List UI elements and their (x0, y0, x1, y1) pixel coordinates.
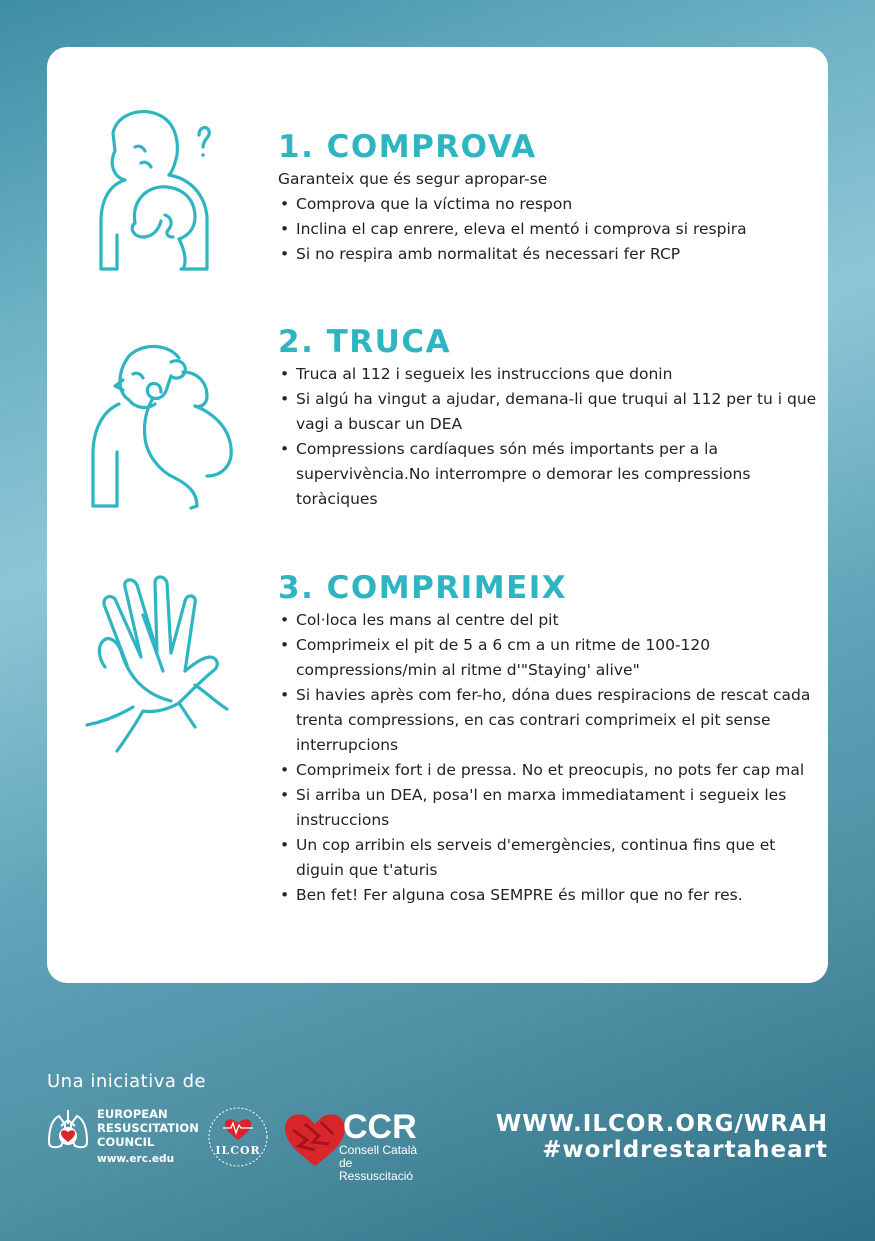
section-comprova (278, 129, 818, 267)
list-item: • Compressions cardíaques són més importants per a la supervivència.No interrompre o demorar les compressions toràciques (278, 437, 818, 512)
ilcor-logo[interactable] (205, 1106, 271, 1168)
section-comprimeix (278, 570, 818, 908)
ccr-logo[interactable] (285, 1108, 425, 1183)
erc-line: EUROPEAN (97, 1107, 168, 1121)
list-item: • Ben fet! Fer alguna cosa SEMPRE és millor que no fer res. (278, 883, 818, 908)
ccr-name (339, 1144, 425, 1183)
section-title: 2. TRUCA (278, 324, 452, 360)
partner-logos (47, 1104, 447, 1183)
erc-line: RESUSCITATION (97, 1121, 199, 1135)
initiative-label: Una iniciativa de (47, 1071, 207, 1092)
list-item: • Si no respira amb normalitat és necessari fer RCP (278, 242, 818, 267)
section-title: 3. COMPRIMEIX (278, 570, 568, 606)
bullet-list (278, 362, 818, 512)
list-item: • Comprimeix el pit de 5 a 6 cm a un ritme de 100-120 compressions/min al ritme d'"Staying' alive" (278, 633, 818, 683)
list-item: • Truca al 112 i segueix les instruccions que donin (278, 362, 818, 387)
erc-logo[interactable] (47, 1104, 197, 1170)
ccr-acronym: CCR (343, 1108, 417, 1146)
bullet-list (278, 608, 818, 908)
phone-call-icon (87, 342, 237, 512)
bullet-list (278, 192, 818, 267)
ccr-heart-icon (285, 1110, 345, 1168)
campaign-links (496, 1111, 828, 1163)
instructions-card (47, 47, 828, 983)
list-item: • Comprimeix fort i de pressa. No et preocupis, no pots fer cap mal (278, 758, 818, 783)
erc-line: COUNCIL (97, 1135, 155, 1149)
section-title: 1. COMPROVA (278, 129, 537, 165)
erc-name (97, 1107, 199, 1149)
check-person-icon (95, 105, 225, 275)
section-truca (278, 324, 818, 512)
list-item: • Inclina el cap enrere, eleva el mentó i comprova si respira (278, 217, 818, 242)
list-item: • Un cop arribin els serveis d'emergències, continua fins que et diguin que t'aturis (278, 833, 818, 883)
ilcor-label: ILCOR (215, 1144, 261, 1157)
ccr-line: Consell Català (339, 1143, 418, 1157)
hashtag[interactable]: #worldrestartaheart (542, 1137, 828, 1163)
website-link[interactable]: WWW.ILCOR.ORG/WRAH (495, 1111, 828, 1137)
list-item: • Comprova que la víctima no respon (278, 192, 818, 217)
compressing-hands-icon (83, 575, 233, 760)
ilcor-seal-icon (205, 1106, 271, 1168)
section-intro: Garanteix que és segur apropar-se (278, 170, 548, 188)
list-item: • Si arriba un DEA, posa'l en marxa immediatament i segueix les instruccions (278, 783, 818, 833)
lungs-heart-icon (47, 1106, 89, 1152)
list-item: • Si havies après com fer-ho, dóna dues respiracions de rescat cada trenta compressions, en cas contrari comprimeix el pit sense interrupcions (278, 683, 818, 758)
list-item: • Si algú ha vingut a ajudar, demana-li que truqui al 112 per tu i que vagi a buscar un DEA (278, 387, 818, 437)
erc-url[interactable]: www.erc.edu (97, 1153, 175, 1165)
ccr-line: de Ressuscitació (339, 1156, 414, 1183)
list-item: • Col·loca les mans al centre del pit (278, 608, 818, 633)
